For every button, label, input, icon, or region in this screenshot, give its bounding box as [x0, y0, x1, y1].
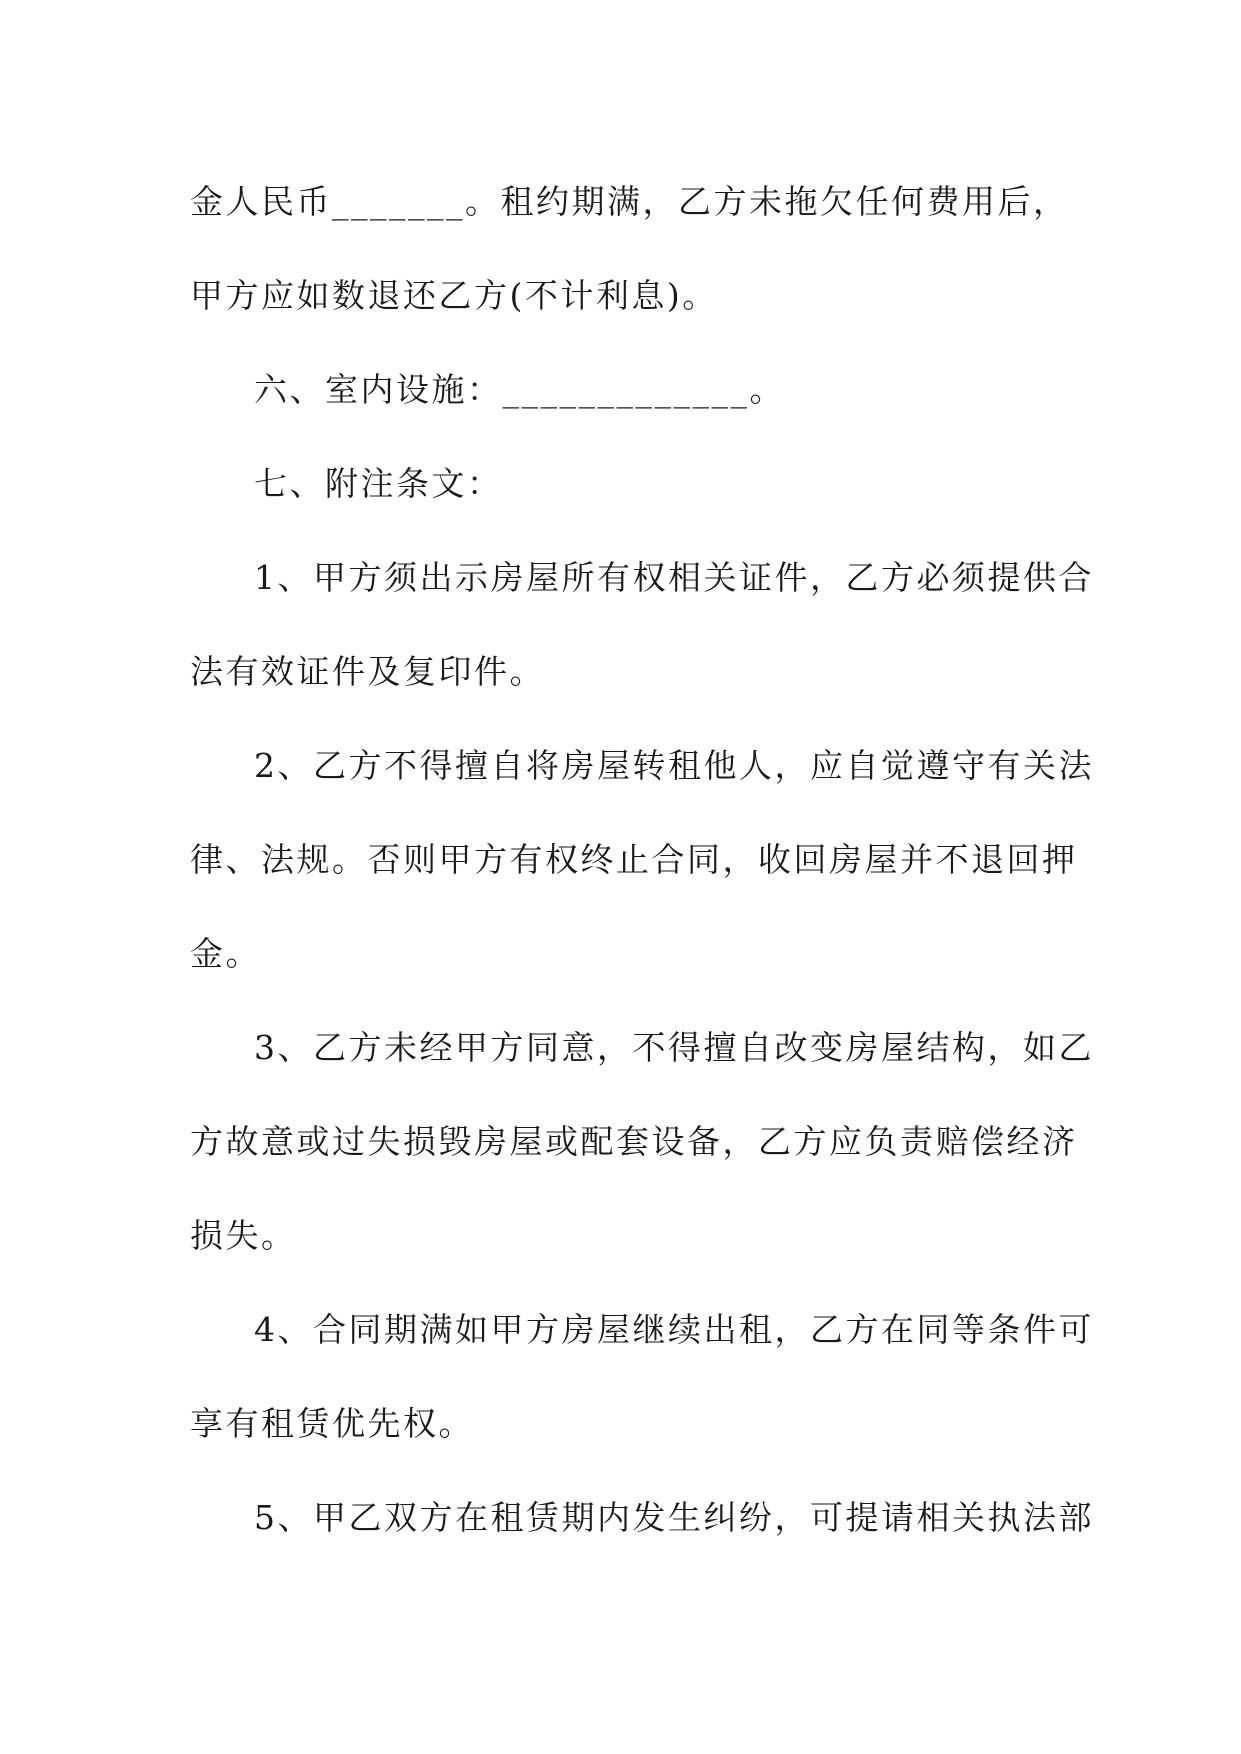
clause-heading-facilities: 六、室内设施：_____________。: [254, 370, 785, 409]
text-line: 损失。: [190, 1216, 297, 1255]
text-line: 金人民币_______。租约期满，乙方未拖欠任何费用后，: [190, 182, 1069, 221]
text-line: 2、乙方不得擅自将房屋转租他人，应自觉遵守有关法: [254, 746, 1094, 785]
text-line: 金。: [190, 934, 261, 973]
text-line: 3、乙方未经甲方同意，不得擅自改变房屋结构，如乙: [254, 1028, 1094, 1067]
text-line: 方故意或过失损毁房屋或配套设备，乙方应负责赔偿经济: [190, 1122, 1078, 1161]
text-line: 1、甲方须出示房屋所有权相关证件，乙方必须提供合: [254, 558, 1094, 597]
text-line: 5、甲乙双方在租赁期内发生纠纷，可提请相关执法部: [254, 1498, 1094, 1537]
text-line: 甲方应如数退还乙方(不计利息)。: [190, 276, 718, 315]
clause-heading-notes: 七、附注条文：: [254, 464, 503, 503]
text-line: 享有租赁优先权。: [190, 1404, 474, 1443]
text-line: 4、合同期满如甲方房屋继续出租，乙方在同等条件可: [254, 1310, 1094, 1349]
text-line: 律、法规。否则甲方有权终止合同，收回房屋并不退回押: [190, 840, 1078, 879]
text-line: 法有效证件及复印件。: [190, 652, 545, 691]
